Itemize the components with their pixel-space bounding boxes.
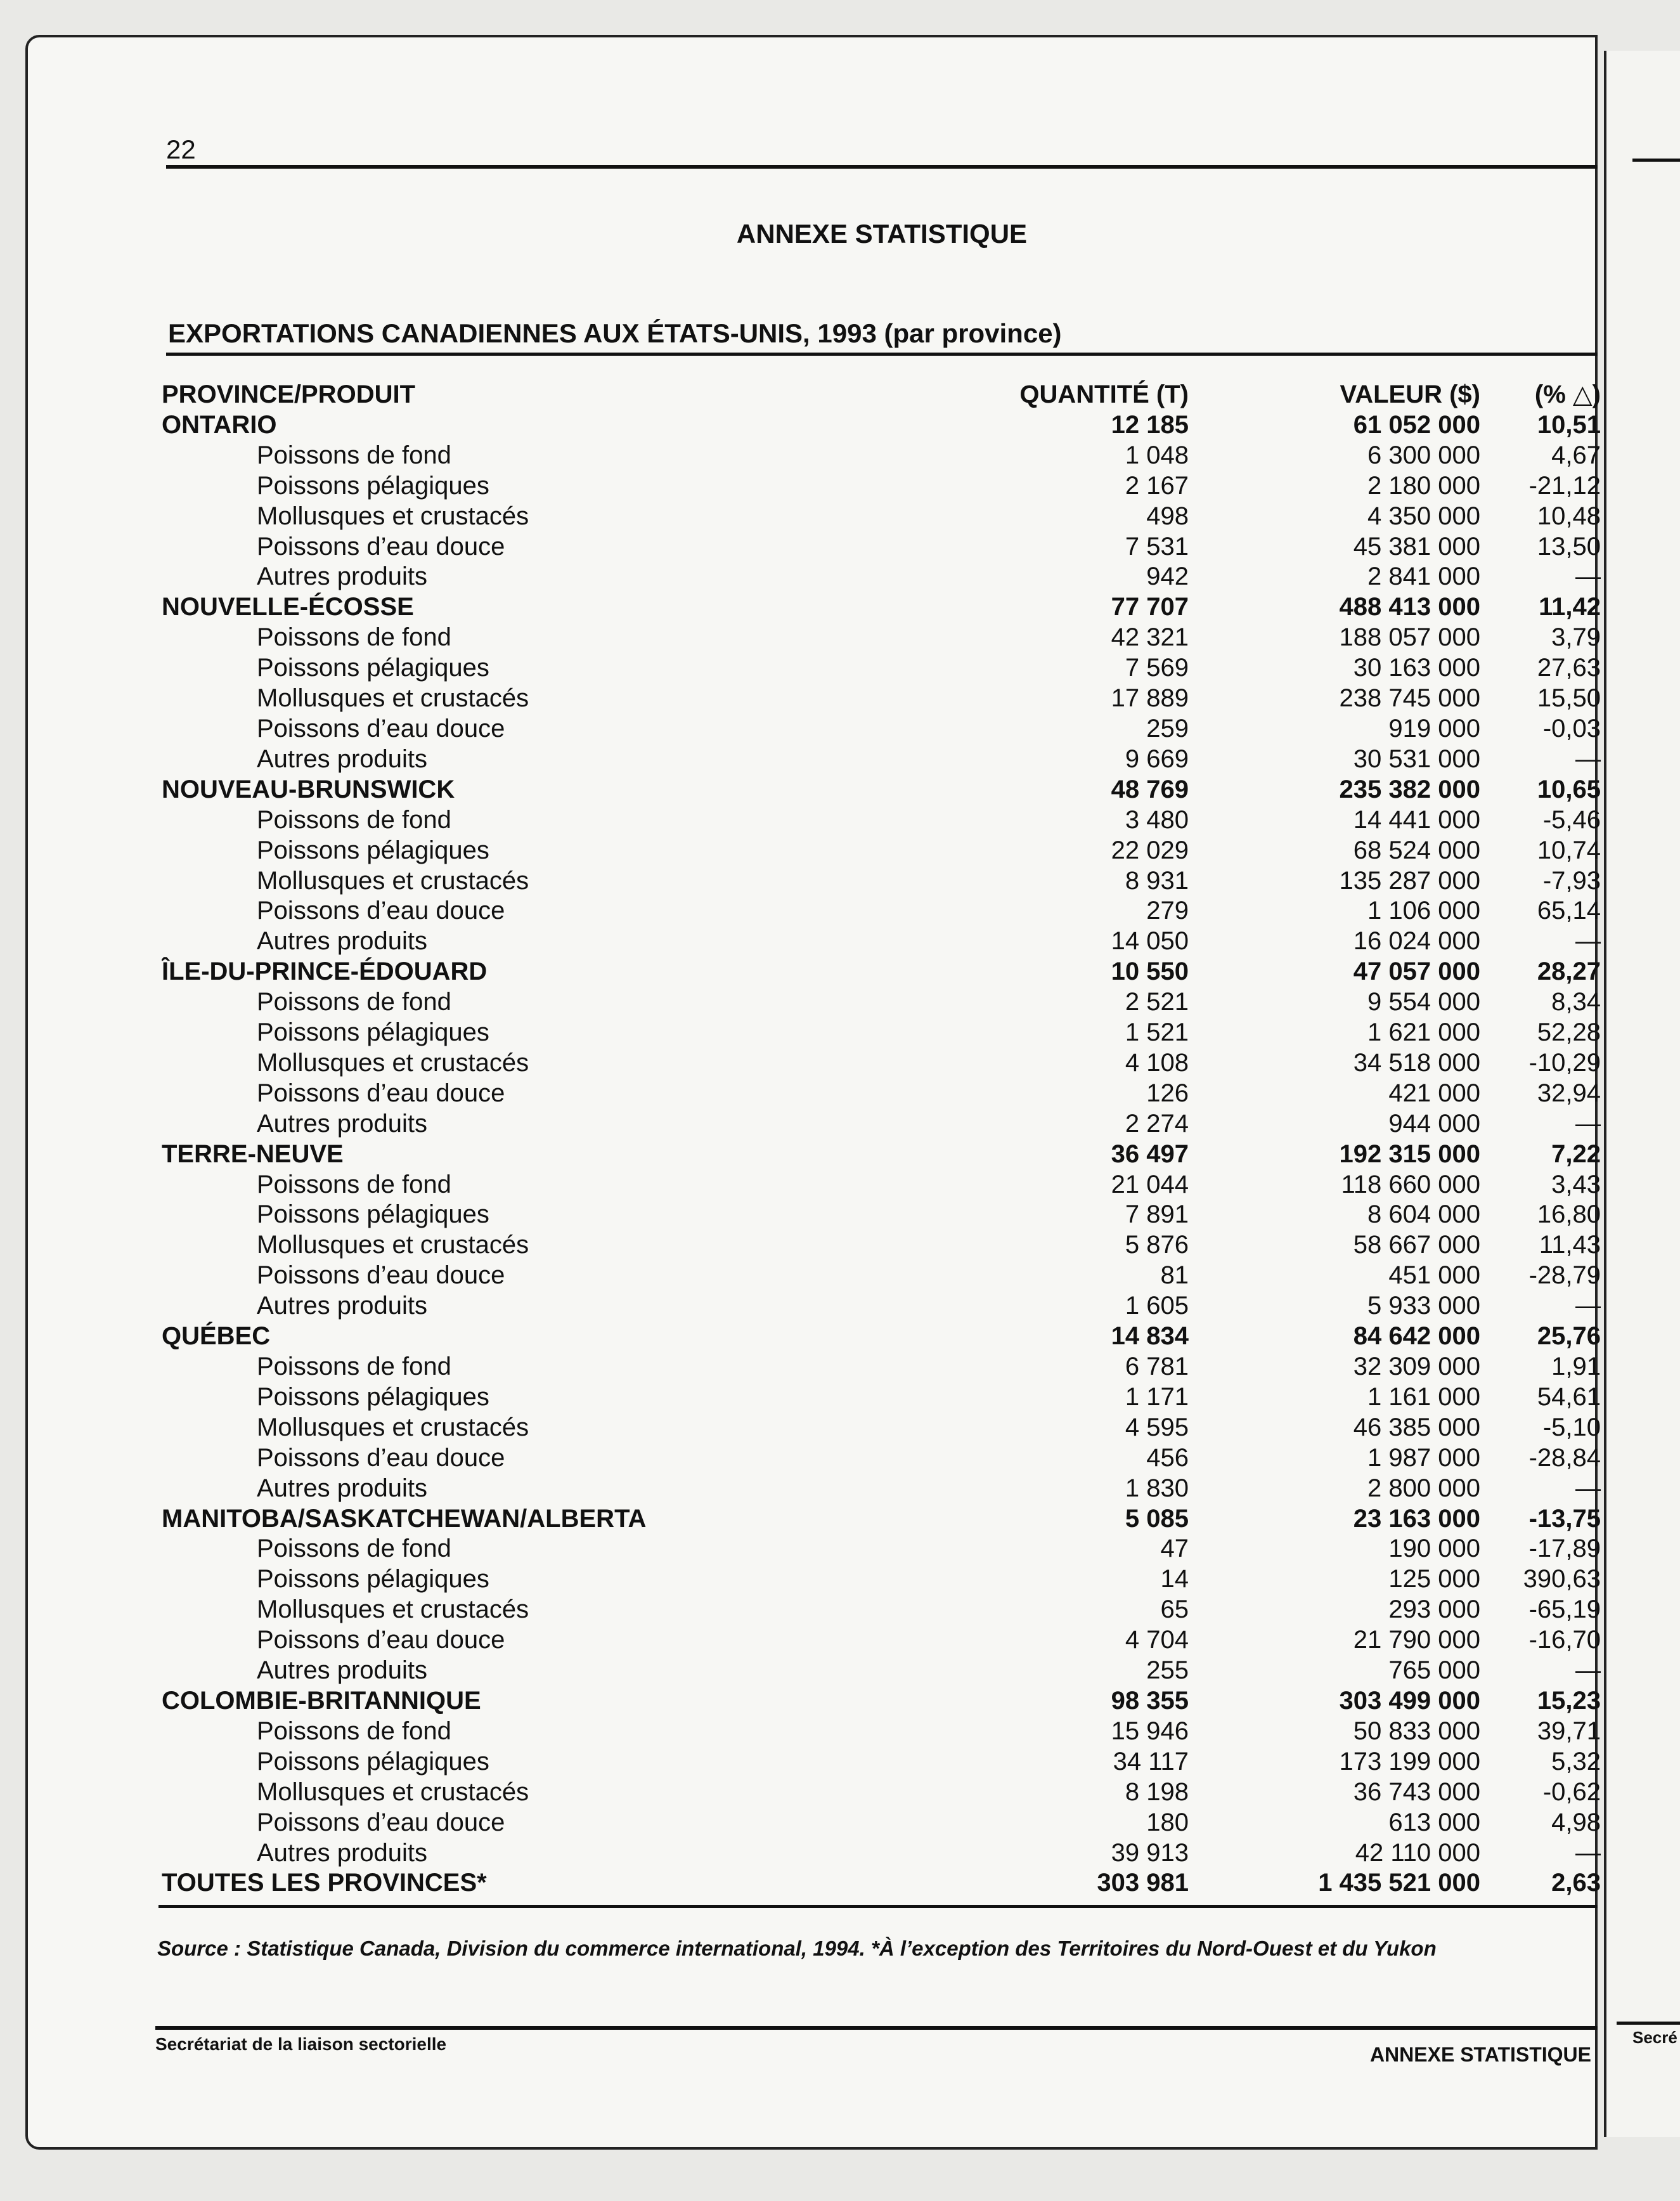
table-title-rule <box>166 353 1598 356</box>
row-pct-change-cell: 10,65 <box>1537 775 1601 803</box>
row-quantity-cell: 15 946 <box>1111 1717 1189 1745</box>
row-pct-change-cell: 11,42 <box>1539 593 1601 621</box>
row-pct-change-cell: -0,03 <box>1542 714 1601 743</box>
row-pct-change-cell: 28,27 <box>1537 958 1601 986</box>
row-value-cell: 1 987 000 <box>1367 1443 1480 1472</box>
row-value-cell: 238 745 000 <box>1339 684 1480 713</box>
row-value-cell: 14 441 000 <box>1353 805 1480 834</box>
product-row <box>162 1079 1601 1109</box>
product-row <box>162 896 1601 926</box>
row-name-cell: Poissons de fond <box>257 1717 451 1745</box>
exports-table <box>162 380 1601 1899</box>
row-name-cell: Poissons d’eau douce <box>257 1808 505 1836</box>
row-pct-change-cell: 39,71 <box>1537 1717 1601 1745</box>
row-value-cell: 8 604 000 <box>1367 1200 1480 1229</box>
row-pct-change-cell: 11,43 <box>1539 1231 1601 1259</box>
row-name-cell: Poissons de fond <box>257 988 451 1016</box>
row-pct-change-cell: — <box>1575 744 1601 773</box>
adjacent-page-footer-text: Secré <box>1632 2028 1677 2047</box>
row-quantity-cell: 14 <box>1160 1565 1189 1594</box>
row-quantity-cell: 9 669 <box>1125 744 1189 773</box>
row-name-cell: Poissons pélagiques <box>257 1747 489 1776</box>
row-name-cell: Autres produits <box>257 927 428 956</box>
row-value-cell: 42 110 000 <box>1355 1838 1480 1867</box>
row-quantity-cell: 2 167 <box>1125 471 1189 500</box>
row-name-cell: Poissons de fond <box>257 805 451 834</box>
product-row <box>162 653 1601 684</box>
row-pct-change-cell: 65,14 <box>1537 897 1601 925</box>
row-quantity-cell: 98 355 <box>1111 1686 1189 1715</box>
row-pct-change-cell: -13,75 <box>1528 1504 1601 1533</box>
row-pct-change-cell: 8,34 <box>1551 988 1601 1016</box>
row-pct-change-cell: 10,51 <box>1537 410 1601 439</box>
row-name-cell: Poissons de fond <box>257 1170 451 1198</box>
source-note: Source : Statistique Canada, Division du commerce international, 1994. *À l’exception des Territoires du Nord-Ouest et du Yukon <box>157 1937 1437 1960</box>
row-pct-change-cell: — <box>1575 1109 1601 1138</box>
product-row <box>162 926 1601 957</box>
row-pct-change-cell: 10,48 <box>1537 502 1601 530</box>
row-quantity-cell: 65 <box>1160 1595 1189 1624</box>
row-value-cell: 30 163 000 <box>1353 654 1480 682</box>
row-name-cell: Mollusques et crustacés <box>257 684 529 713</box>
row-quantity-cell: 7 569 <box>1125 654 1189 682</box>
row-value-cell: 58 667 000 <box>1353 1231 1480 1259</box>
row-name-cell: TERRE-NEUVE <box>162 1139 344 1168</box>
row-value-cell: 919 000 <box>1388 714 1480 743</box>
row-pct-change-cell: -5,46 <box>1542 805 1601 834</box>
row-quantity-cell: 8 931 <box>1125 866 1189 895</box>
adjacent-page-edge <box>1604 51 1680 2137</box>
row-quantity-cell: 6 781 <box>1125 1353 1189 1380</box>
row-pct-change-cell: 7,22 <box>1551 1139 1601 1168</box>
row-pct-change-cell: 54,61 <box>1537 1382 1601 1411</box>
row-quantity-cell: 14 834 <box>1111 1322 1189 1351</box>
row-pct-change-cell: 13,50 <box>1537 532 1601 561</box>
row-name-cell: Autres produits <box>257 1292 428 1320</box>
province-row <box>162 592 1601 623</box>
row-value-cell: 173 199 000 <box>1339 1747 1480 1776</box>
header-pct-change: (% △) <box>1534 380 1601 408</box>
row-pct-change-cell: -28,84 <box>1528 1443 1601 1472</box>
row-name-cell: Poissons de fond <box>257 1535 451 1563</box>
row-name-cell: Mollusques et crustacés <box>257 1595 529 1624</box>
product-row <box>162 1109 1601 1139</box>
row-pct-change-cell: 52,28 <box>1537 1018 1601 1047</box>
row-pct-change-cell: 16,80 <box>1537 1200 1601 1229</box>
row-pct-change-cell: 27,63 <box>1537 654 1601 682</box>
row-pct-change-cell: 4,98 <box>1551 1808 1601 1836</box>
product-row <box>162 987 1601 1018</box>
row-pct-change-cell: 390,63 <box>1523 1565 1601 1594</box>
row-name-cell: Autres produits <box>257 1656 428 1685</box>
footer-rule <box>155 2026 1598 2030</box>
product-row <box>162 714 1601 744</box>
row-value-cell: 2 180 000 <box>1367 471 1480 500</box>
row-quantity-cell: 1 830 <box>1125 1474 1189 1502</box>
row-name-cell: Poissons pélagiques <box>257 836 489 864</box>
row-pct-change-cell: -28,79 <box>1528 1261 1601 1290</box>
row-value-cell: 84 642 000 <box>1353 1322 1480 1351</box>
row-value-cell: 5 933 000 <box>1367 1292 1480 1320</box>
row-value-cell: 192 315 000 <box>1339 1139 1480 1168</box>
row-name-cell: COLOMBIE-BRITANNIQUE <box>162 1686 481 1715</box>
row-name-cell: Mollusques et crustacés <box>257 1413 529 1441</box>
row-value-cell: 23 163 000 <box>1353 1504 1480 1533</box>
row-quantity-cell: 8 198 <box>1125 1777 1189 1806</box>
row-pct-change-cell: -17,89 <box>1528 1535 1601 1563</box>
province-row <box>162 1868 1601 1899</box>
row-name-cell: Poissons de fond <box>257 623 451 652</box>
row-name-cell: Mollusques et crustacés <box>257 1048 529 1077</box>
row-name-cell: MANITOBA/SASKATCHEWAN/ALBERTA <box>162 1504 647 1533</box>
product-row <box>162 441 1601 471</box>
footer-right: ANNEXE STATISTIQUE <box>1369 2043 1591 2066</box>
row-value-cell: 2 800 000 <box>1367 1474 1480 1502</box>
product-row <box>162 1777 1601 1808</box>
row-name-cell: QUÉBEC <box>162 1322 271 1351</box>
row-value-cell: 765 000 <box>1388 1656 1480 1685</box>
header-quantite: QUANTITÉ (T) <box>1019 380 1189 408</box>
row-value-cell: 613 000 <box>1388 1808 1480 1836</box>
row-pct-change-cell: — <box>1575 1656 1601 1685</box>
province-row <box>162 775 1601 805</box>
row-quantity-cell: 34 117 <box>1113 1747 1189 1776</box>
row-value-cell: 125 000 <box>1388 1565 1480 1594</box>
province-row <box>162 1504 1601 1535</box>
row-value-cell: 30 531 000 <box>1353 744 1480 773</box>
product-row <box>162 866 1601 897</box>
row-value-cell: 21 790 000 <box>1353 1626 1480 1654</box>
table-bottom-rule <box>158 1905 1598 1908</box>
row-name-cell: Poissons pélagiques <box>257 1382 489 1411</box>
row-quantity-cell: 39 913 <box>1111 1838 1189 1867</box>
row-quantity-cell: 10 550 <box>1111 958 1189 986</box>
row-pct-change-cell: 3,43 <box>1551 1170 1601 1198</box>
row-quantity-cell: 47 <box>1160 1535 1189 1563</box>
row-quantity-cell: 255 <box>1146 1656 1189 1685</box>
header-valeur: VALEUR ($) <box>1340 380 1480 408</box>
row-quantity-cell: 1 171 <box>1125 1382 1189 1411</box>
row-pct-change-cell: -10,29 <box>1528 1048 1601 1077</box>
row-name-cell: Poissons pélagiques <box>257 1565 489 1594</box>
row-pct-change-cell: 10,74 <box>1537 836 1601 864</box>
row-name-cell: Autres produits <box>257 1474 428 1502</box>
row-pct-change-cell: — <box>1575 927 1601 956</box>
row-name-cell: Autres produits <box>257 562 428 591</box>
row-pct-change-cell: 15,23 <box>1537 1686 1601 1715</box>
row-pct-change-cell: — <box>1575 1474 1601 1502</box>
product-row <box>162 1564 1601 1595</box>
row-name-cell: Poissons d’eau douce <box>257 1079 505 1107</box>
row-value-cell: 61 052 000 <box>1353 410 1480 439</box>
row-quantity-cell: 942 <box>1146 562 1189 591</box>
row-value-cell: 50 833 000 <box>1353 1717 1480 1745</box>
product-row <box>162 1413 1601 1443</box>
header-rule <box>166 165 1598 169</box>
page-number: 22 <box>166 134 196 164</box>
row-quantity-cell: 5 876 <box>1125 1231 1189 1259</box>
row-value-cell: 9 554 000 <box>1367 988 1480 1016</box>
province-row <box>162 1139 1601 1170</box>
row-value-cell: 421 000 <box>1388 1079 1480 1107</box>
row-quantity-cell: 498 <box>1146 502 1189 530</box>
row-quantity-cell: 36 497 <box>1111 1139 1189 1168</box>
row-quantity-cell: 7 891 <box>1125 1200 1189 1229</box>
product-row <box>162 562 1601 592</box>
row-quantity-cell: 2 274 <box>1125 1109 1189 1138</box>
row-name-cell: Mollusques et crustacés <box>257 866 529 895</box>
row-pct-change-cell: 1,91 <box>1551 1353 1601 1380</box>
product-row <box>162 805 1601 836</box>
row-quantity-cell: 14 050 <box>1111 927 1189 956</box>
row-value-cell: 45 381 000 <box>1353 532 1480 561</box>
row-name-cell: Poissons d’eau douce <box>257 714 505 743</box>
row-pct-change-cell: -21,12 <box>1528 471 1601 500</box>
row-pct-change-cell: 5,32 <box>1551 1747 1601 1776</box>
product-row <box>162 1747 1601 1777</box>
row-quantity-cell: 12 185 <box>1111 410 1189 439</box>
row-value-cell: 2 841 000 <box>1367 562 1480 591</box>
row-name-cell: Poissons d’eau douce <box>257 1626 505 1654</box>
row-value-cell: 34 518 000 <box>1353 1048 1480 1077</box>
row-pct-change-cell: — <box>1575 562 1601 591</box>
product-row <box>162 1443 1601 1474</box>
row-quantity-cell: 4 595 <box>1125 1413 1189 1441</box>
product-row <box>162 1018 1601 1048</box>
row-value-cell: 16 024 000 <box>1353 927 1480 956</box>
province-row <box>162 957 1601 987</box>
product-row <box>162 1048 1601 1079</box>
province-row <box>162 1686 1601 1717</box>
row-value-cell: 1 161 000 <box>1367 1382 1480 1411</box>
product-row <box>162 532 1601 562</box>
row-name-cell: Poissons de fond <box>257 1353 451 1380</box>
row-pct-change-cell: 2,63 <box>1551 1869 1601 1897</box>
province-row <box>162 410 1601 441</box>
row-pct-change-cell: 32,94 <box>1537 1079 1601 1107</box>
row-quantity-cell: 2 521 <box>1125 988 1189 1016</box>
row-pct-change-cell: — <box>1575 1838 1601 1867</box>
row-value-cell: 68 524 000 <box>1353 836 1480 864</box>
adjacent-page-rule <box>1632 159 1680 162</box>
row-quantity-cell: 279 <box>1146 897 1189 925</box>
row-value-cell: 235 382 000 <box>1339 775 1480 803</box>
row-value-cell: 303 499 000 <box>1339 1686 1480 1715</box>
row-name-cell: Poissons d’eau douce <box>257 532 505 561</box>
header-province-produit: PROVINCE/PRODUIT <box>162 380 416 408</box>
row-pct-change-cell: -7,93 <box>1542 866 1601 895</box>
product-row <box>162 1808 1601 1838</box>
row-name-cell: Mollusques et crustacés <box>257 502 529 530</box>
row-quantity-cell: 180 <box>1146 1808 1189 1836</box>
row-pct-change-cell: 3,79 <box>1551 623 1601 652</box>
row-name-cell: Poissons pélagiques <box>257 1018 489 1047</box>
row-value-cell: 488 413 000 <box>1339 593 1480 621</box>
row-value-cell: 118 660 000 <box>1341 1170 1480 1198</box>
row-name-cell: Poissons d’eau douce <box>257 1261 505 1290</box>
product-row <box>162 744 1601 775</box>
table-header-row <box>162 380 1601 410</box>
row-name-cell: Poissons de fond <box>257 441 451 469</box>
row-value-cell: 1 106 000 <box>1367 897 1480 925</box>
product-row <box>162 471 1601 502</box>
row-pct-change-cell: — <box>1575 1292 1601 1320</box>
row-quantity-cell: 77 707 <box>1111 593 1189 621</box>
product-row <box>162 836 1601 866</box>
row-name-cell: ONTARIO <box>162 410 277 439</box>
row-name-cell: Poissons d’eau douce <box>257 1443 505 1472</box>
row-value-cell: 36 743 000 <box>1353 1777 1480 1806</box>
row-quantity-cell: 3 480 <box>1125 805 1189 834</box>
annex-title: ANNEXE STATISTIQUE <box>736 219 1028 249</box>
row-name-cell: Poissons d’eau douce <box>257 897 505 925</box>
row-quantity-cell: 5 085 <box>1125 1504 1189 1533</box>
row-value-cell: 4 350 000 <box>1367 502 1480 530</box>
row-pct-change-cell: -65,19 <box>1528 1595 1601 1624</box>
row-quantity-cell: 1 048 <box>1125 441 1189 469</box>
row-name-cell: TOUTES LES PROVINCES* <box>162 1869 487 1897</box>
row-pct-change-cell: 25,76 <box>1537 1322 1601 1351</box>
row-quantity-cell: 81 <box>1160 1261 1189 1290</box>
row-name-cell: NOUVEAU-BRUNSWICK <box>162 775 455 803</box>
product-row <box>162 1170 1601 1200</box>
adjacent-page-footer-rule <box>1617 2022 1680 2025</box>
row-value-cell: 293 000 <box>1388 1595 1480 1624</box>
row-value-cell: 1 621 000 <box>1367 1018 1480 1047</box>
province-row <box>162 1321 1601 1352</box>
product-row <box>162 1838 1601 1869</box>
product-row <box>162 1656 1601 1686</box>
row-value-cell: 47 057 000 <box>1353 958 1480 986</box>
table-body <box>162 410 1601 1899</box>
row-quantity-cell: 303 981 <box>1097 1869 1189 1897</box>
row-quantity-cell: 4 704 <box>1125 1626 1189 1654</box>
product-row <box>162 1534 1601 1564</box>
row-name-cell: Poissons pélagiques <box>257 654 489 682</box>
row-name-cell: ÎLE-DU-PRINCE-ÉDOUARD <box>162 958 488 986</box>
row-name-cell: Autres produits <box>257 1838 428 1867</box>
row-pct-change-cell: -5,10 <box>1542 1413 1601 1441</box>
product-row <box>162 1382 1601 1413</box>
product-row <box>162 684 1601 714</box>
row-quantity-cell: 48 769 <box>1111 775 1189 803</box>
row-quantity-cell: 456 <box>1146 1443 1189 1472</box>
row-value-cell: 135 287 000 <box>1339 866 1480 895</box>
row-pct-change-cell: 4,67 <box>1551 441 1601 469</box>
product-row <box>162 1717 1601 1747</box>
product-row <box>162 1261 1601 1291</box>
product-row <box>162 1474 1601 1504</box>
row-value-cell: 6 300 000 <box>1367 441 1480 469</box>
row-value-cell: 190 000 <box>1388 1535 1480 1563</box>
row-pct-change-cell: -16,70 <box>1528 1626 1601 1654</box>
row-name-cell: Autres produits <box>257 1109 428 1138</box>
row-quantity-cell: 4 108 <box>1125 1048 1189 1077</box>
table-title: EXPORTATIONS CANADIENNES AUX ÉTATS-UNIS, 1993 (par province) <box>168 318 1062 348</box>
row-quantity-cell: 42 321 <box>1111 623 1189 652</box>
row-quantity-cell: 17 889 <box>1111 684 1189 713</box>
footer-left: Secrétariat de la liaison sectorielle <box>155 2034 447 2054</box>
row-quantity-cell: 1 605 <box>1125 1292 1189 1320</box>
product-row <box>162 502 1601 532</box>
product-row <box>162 1352 1601 1382</box>
row-value-cell: 188 057 000 <box>1339 623 1480 652</box>
row-quantity-cell: 7 531 <box>1125 532 1189 561</box>
row-value-cell: 32 309 000 <box>1353 1353 1480 1380</box>
row-pct-change-cell: 15,50 <box>1537 684 1601 713</box>
row-quantity-cell: 259 <box>1146 714 1189 743</box>
product-row <box>162 623 1601 653</box>
row-name-cell: Poissons pélagiques <box>257 1200 489 1229</box>
row-value-cell: 1 435 521 000 <box>1318 1869 1480 1897</box>
row-value-cell: 944 000 <box>1388 1109 1480 1138</box>
row-quantity-cell: 126 <box>1146 1079 1189 1107</box>
row-name-cell: NOUVELLE-ÉCOSSE <box>162 593 414 621</box>
row-name-cell: Autres produits <box>257 744 428 773</box>
row-name-cell: Mollusques et crustacés <box>257 1231 529 1259</box>
row-quantity-cell: 22 029 <box>1111 836 1189 864</box>
product-row <box>162 1595 1601 1625</box>
row-quantity-cell: 21 044 <box>1111 1170 1189 1198</box>
product-row <box>162 1200 1601 1230</box>
product-row <box>162 1291 1601 1321</box>
row-quantity-cell: 1 521 <box>1125 1018 1189 1047</box>
product-row <box>162 1230 1601 1261</box>
row-name-cell: Mollusques et crustacés <box>257 1777 529 1806</box>
product-row <box>162 1625 1601 1656</box>
row-value-cell: 451 000 <box>1388 1261 1480 1290</box>
row-value-cell: 46 385 000 <box>1353 1413 1480 1441</box>
row-name-cell: Poissons pélagiques <box>257 471 489 500</box>
row-pct-change-cell: -0,62 <box>1542 1777 1601 1806</box>
